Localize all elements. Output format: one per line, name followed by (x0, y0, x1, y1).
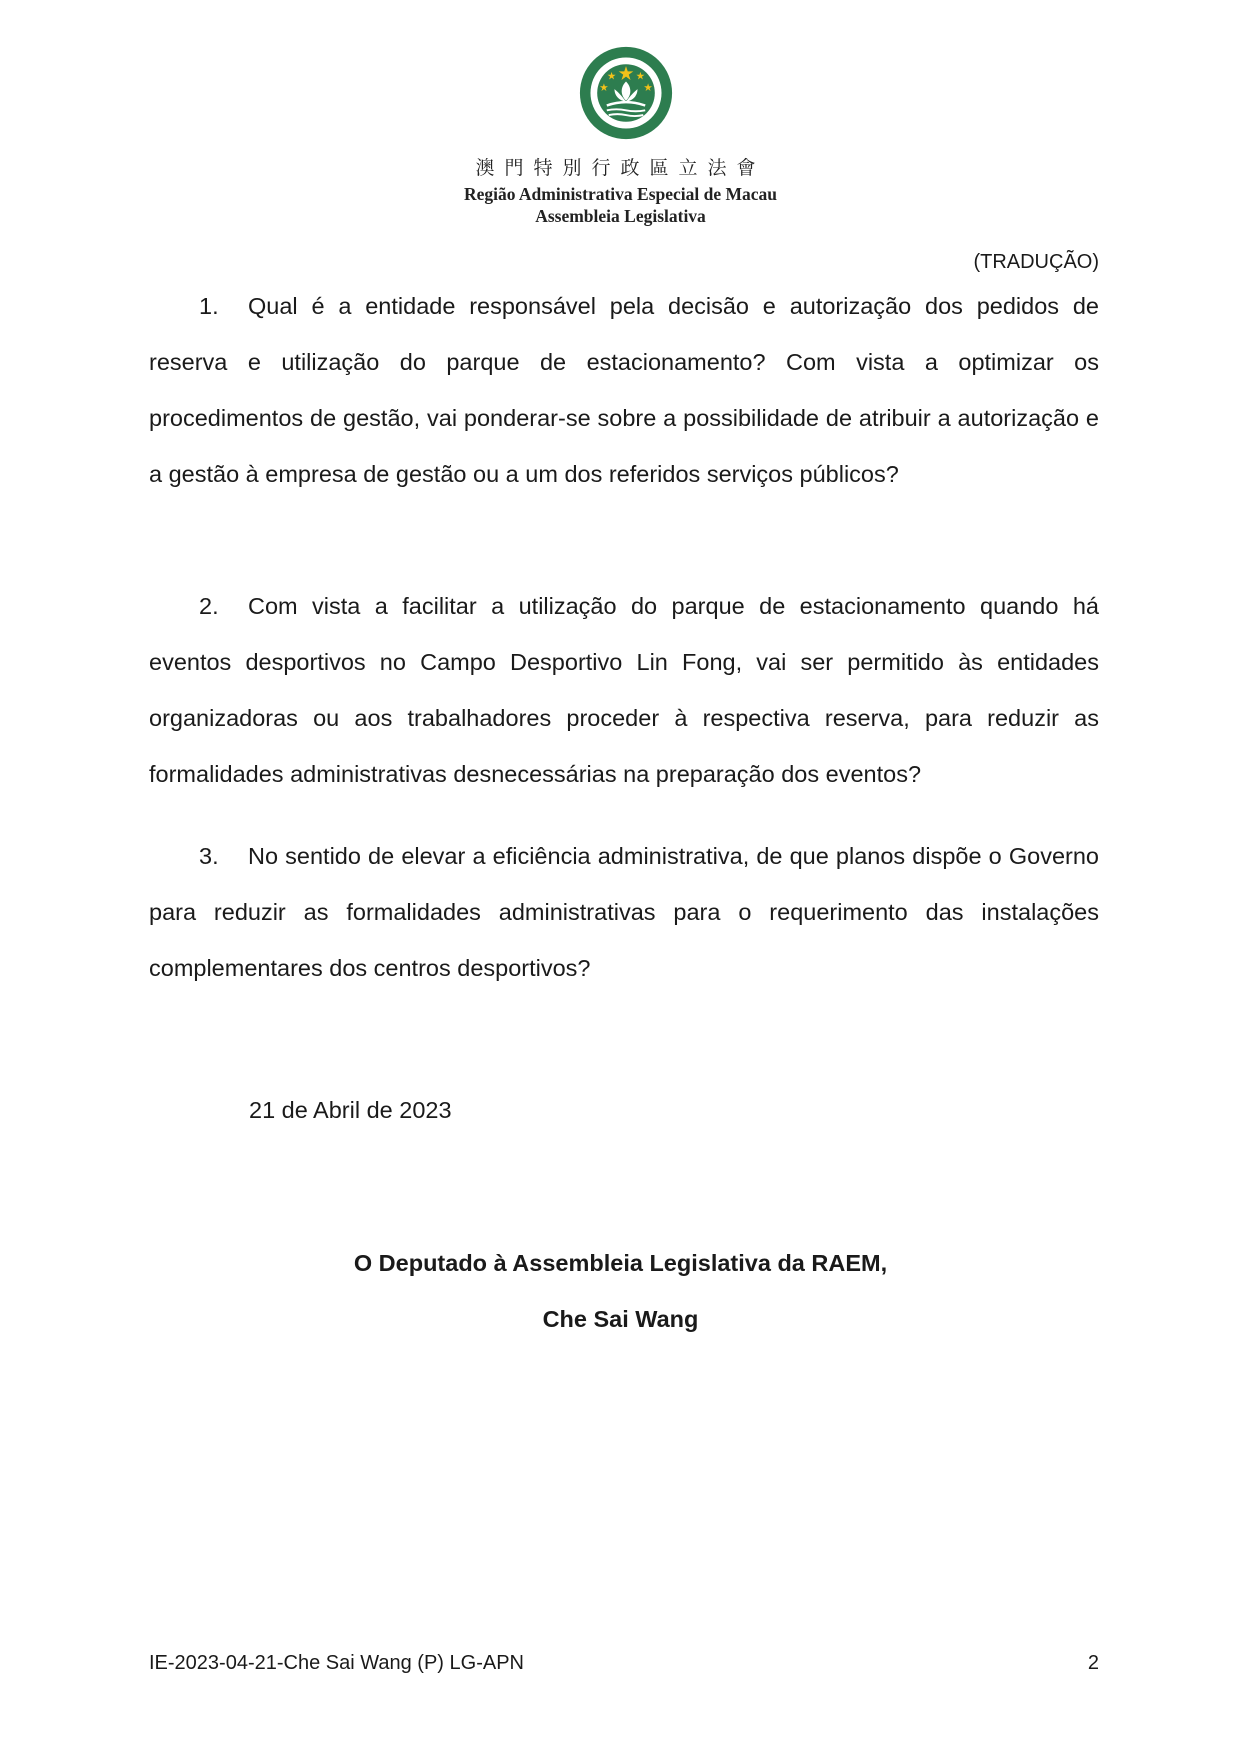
document-date: 21 de Abril de 2023 (249, 1097, 452, 1123)
question-text: Com vista a facilitar a utilização do parque de estacionamento quando há eventos desportivos no Campo Desportivo Lin Fong, vai ser permitido às entidades organizadoras ou aos trabalhadores proceder à respectiva reserva, para reduzir as formalidades administrativas desnecessárias na preparação dos eventos? (149, 593, 1099, 787)
question-text: No sentido de elevar a eficiência administrativa, de que planos dispõe o Governo para reduzir as formalidades administrativas para o requerimento das instalações complementares dos centros desportivos? (149, 843, 1099, 981)
question-number: 2. (199, 593, 219, 619)
macau-emblem-icon (578, 45, 674, 141)
question-3 (149, 828, 1099, 996)
question-1 (149, 278, 1099, 502)
signature-title: O Deputado à Assembleia Legislativa da RAEM, (353, 1250, 888, 1276)
signature-name: Che Sai Wang (542, 1306, 699, 1332)
question-number: 3. (199, 843, 219, 869)
page-number: 2 (1087, 1652, 1099, 1674)
header-assembly: Assembleia Legislativa (535, 206, 706, 226)
footer-reference: IE-2023-04-21-Che Sai Wang (P) LG-APN (149, 1652, 524, 1674)
question-2 (149, 578, 1099, 802)
header-chinese-title: 澳門特別行政區立法會 (475, 157, 766, 179)
translation-label: (TRADUÇÃO) (973, 251, 1099, 273)
question-number: 1. (199, 293, 219, 319)
question-text: Qual é a entidade responsável pela decisão e autorização dos pedidos de reserva e utilização do parque de estacionamento? Com vista a optimizar os procedimentos de gestão, vai ponderar-se sobre a possibilidade de atribuir a autorização e a gestão à empresa de gestão ou a um dos referidos serviços públicos? (149, 293, 1099, 487)
header-region: Região Administrativa Especial de Macau (463, 184, 778, 204)
